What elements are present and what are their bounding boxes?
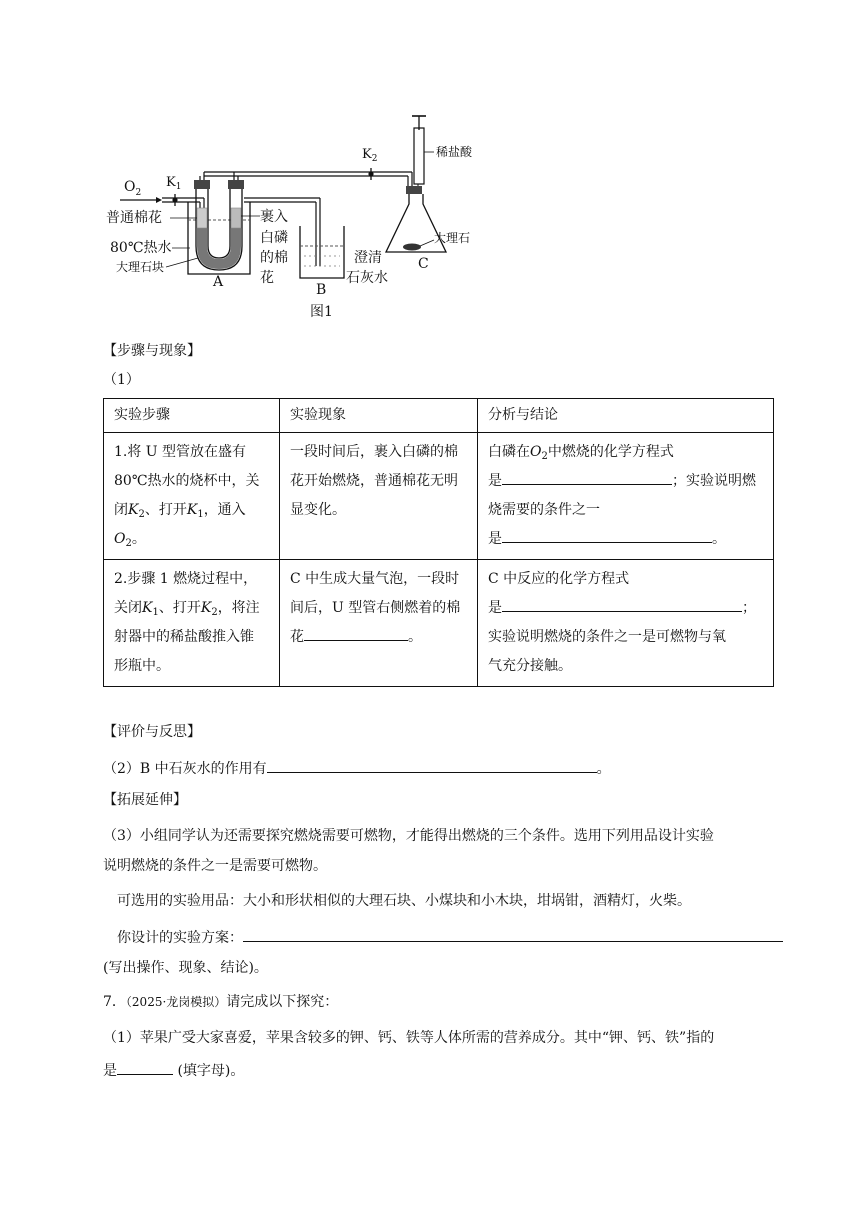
stopper-left [194,180,210,189]
q3-line-2: 说明燃烧的条件之一是需要可燃物。 [103,858,327,874]
q2-line: （2）B 中石灰水的作用有 。 [103,757,611,779]
answer-blank-phenomenon[interactable] [304,625,408,641]
syringe-barrel [414,128,424,184]
q7-1-line-1: （1）苹果广受大家喜爱，苹果含较多的钾、钙、铁等人体所需的营养成分。其中“钾、钙、铁”指的 [103,1030,715,1046]
flask-stopper [406,186,422,194]
row1-phen-line: 一段时间后，裹入白磷的棉 [290,444,458,460]
answer-blank-limewater[interactable] [267,757,597,773]
marble-pieces [403,244,421,251]
figure-caption: 图1 [310,304,333,320]
row2-analysis [478,560,774,687]
row1-ana-line: 白磷在$O_2$中燃烧的化学方程式 [488,444,674,462]
q7-1-line-2: 是 (填字母)。 [103,1059,244,1081]
marble-leader [420,240,434,246]
limewater-label-1: 澄清 [354,250,382,266]
answer-blank-equation-2[interactable] [502,596,742,612]
wrapped-label-3: 的棉 [260,250,288,266]
row1-phenomena [280,433,478,560]
header-analysis: 分析与结论 [478,399,774,433]
row1-step-line: 80℃热水的烧杯中，关 [114,473,260,489]
acid-label: 稀盐酸 [436,145,473,159]
row1-step-line: 1.将 U 型管放在盛有 [114,444,247,460]
row1-ana-line: 是 。 [488,525,763,554]
row2-step-line: 射器中的稀盐酸推入锥 [114,629,254,645]
row2-phen-line: C 中生成大量气泡，一段时 [290,571,460,587]
o2-arrow-head [156,197,162,203]
apparatus-figure [100,108,520,330]
table-row [104,433,774,560]
answer-blank-condition[interactable] [502,527,712,543]
row1-step-line: 闭$K_2$、打开$K_1$，通入$O_2$。 [114,502,246,549]
u-tube-inner [208,188,230,258]
q1-label: （1） [103,372,140,388]
section-steps: 【步骤与现象】 [103,343,201,359]
water-label: 80℃热水 [110,240,172,256]
row2-ana-line: 气充分接触。 [488,658,572,674]
header-phenomena: 实验现象 [280,399,478,433]
marble-label: 大理石 [434,231,471,245]
q3-line-1: （3）小组同学认为还需要探究燃烧需要可燃物，才能得出燃烧的三个条件。选用下列用品设计实验 [103,828,714,844]
cotton-left [197,208,207,228]
row1-ana-line: 是 ；实验说明燃 [488,467,763,496]
marble-chunks [197,228,241,269]
row2-step-line: 2.步骤 1 燃烧过程中， [114,571,258,587]
row2-ana-line: C 中反应的化学方程式 [488,571,630,587]
row2-ana-line: 是 ； [488,594,763,623]
row2-phen-line: 间后，U 型管右侧燃着的棉 [290,600,461,616]
wrapped-label-1: 裹入 [260,209,288,225]
k1-label: $K_1$ [166,175,182,192]
row1-step [104,433,280,560]
limewater-label-2: 石灰水 [346,270,388,286]
header-steps: 实验步骤 [104,399,280,433]
row1-phen-line: 显变化。 [290,502,346,518]
cotton-right [231,208,241,228]
row2-phen-line: 花 。 [290,623,467,652]
marble-block-leader [166,258,198,267]
wrapped-label-2: 白磷 [260,230,288,246]
experiment-table [103,398,774,687]
table-header-row [104,399,774,433]
cotton-label: 普通棉花 [106,210,162,226]
marble-block-label: 大理石块 [116,260,165,274]
apparatus-diagram [100,108,520,330]
row1-phen-line: 花开始燃烧，普通棉花无明 [290,473,458,489]
design-note: (写出操作、现象、结论)。 [103,960,268,976]
label-c: C [418,256,429,272]
answer-blank-design[interactable] [243,926,783,942]
row2-step-line: 形瓶中。 [114,658,170,674]
answer-blank-q7-1[interactable] [117,1059,173,1075]
beaker-b [300,226,344,278]
stopper-right [228,180,244,189]
wrapped-label-4: 花 [260,270,274,286]
question-7-header: 7．（2025·龙岗模拟）请完成以下探究： [103,994,339,1010]
section-ext: 【拓展延伸】 [103,792,187,808]
row1-analysis [478,433,774,560]
table-row [104,560,774,687]
label-a: A [213,274,224,290]
o2-label: $O_2$ [124,179,142,198]
answer-blank-equation-1[interactable] [502,469,672,485]
row2-ana-line: 实验说明燃烧的条件之一是可燃物与氧 [488,629,726,645]
label-b: B [316,282,327,298]
row2-phenomena [280,560,478,687]
row2-step [104,560,280,687]
row2-step-line: 关闭$K_1$、打开$K_2$，将注 [114,600,260,618]
row1-ana-line: 烧需要的条件之一 [488,502,600,518]
k2-label: $K_2$ [362,147,378,164]
section-eval: 【评价与反思】 [103,724,201,740]
materials-line: 可选用的实验用品：大小和形状相似的大理石块、小煤块和小木块，坩埚钳，酒精灯，火柴。 [117,893,691,909]
design-line: 你设计的实验方案： [117,926,783,948]
